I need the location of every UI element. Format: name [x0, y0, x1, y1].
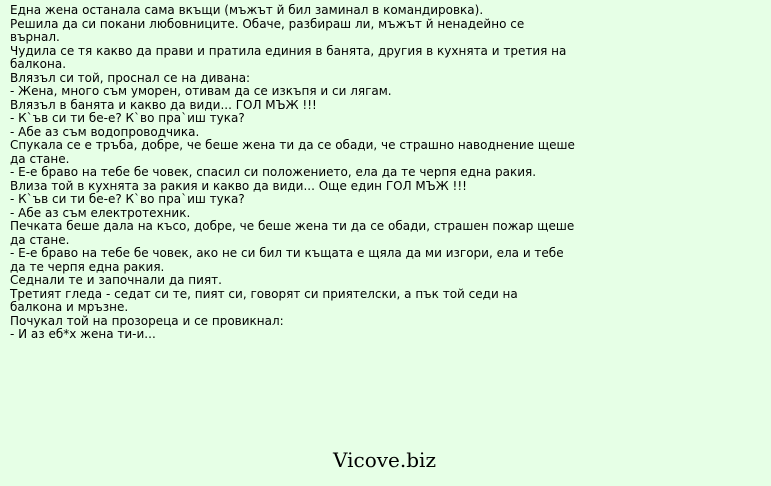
text-line: Решила да си покани любовниците. Обаче, разбираш ли, мъжът й ненадейно се — [10, 16, 525, 31]
text-line: - Е-е браво на тебе бе човек, спасил си положението, ела да те черпя една ракия. — [10, 165, 537, 179]
text-line: Влязъл си той, проснал се на дивана: — [10, 70, 251, 85]
text-line: - Е-е браво на тебе бе човек, ако не си бил ти къщата е щяла да ми изгори, ела и тебе — [10, 246, 564, 260]
text-line: - Абе аз съм водопроводчика. — [10, 124, 200, 139]
text-line: Печката беше дала на късо, добре, че беше жена ти да се обади, страшен пожар щеше — [10, 219, 575, 233]
text-line: Третият гледа - седат си те, пият си, говорят си приятелски, а пък той седи на — [10, 286, 518, 301]
site-footer — [0, 448, 771, 472]
text-line: - Абе аз съм електротехник. — [10, 205, 191, 220]
text-line: да стане. — [10, 232, 70, 247]
text-line: да стане. — [10, 151, 70, 166]
text-line: да те черпя една ракия. — [10, 259, 165, 274]
text-line: Една жена останала сама вкъщи (мъжът й бил заминал в командировка). — [10, 3, 484, 17]
text-line: - К`ъв си ти бе-е? К`во пра`иш тука? — [10, 192, 245, 206]
text-line: балкона и мръзне. — [10, 300, 129, 314]
site-name: Vicove.biz — [333, 448, 436, 472]
text-line: Седнали те и започнали да пият. — [10, 273, 222, 287]
text-line: - К`ъв си ти бе-е? К`во пра`иш тука? — [10, 111, 245, 125]
text-line: - И аз еб*х жена ти-и... — [10, 327, 156, 341]
joke-text — [10, 4, 765, 342]
text-line: балкона. — [10, 57, 67, 71]
text-line: Влиза той в кухнята за ракия и какво да види... Още един ГОЛ МЪЖ !!! — [10, 178, 467, 193]
text-line: Почукал той на прозореца и се провикнал: — [10, 313, 284, 328]
text-line: - Жена, много съм уморен, отивам да се изкъпя и си лягам. — [10, 84, 392, 98]
text-line: Чудила се тя какво да прави и пратила единия в банята, другия в кухнята и третия на — [10, 43, 567, 58]
text-line: върнал. — [10, 30, 60, 44]
text-line: Спукала се е тръба, добре, че беше жена ти да се обади, че страшно наводнение щеше — [10, 138, 575, 152]
text-line: Влязъл в банята и какво да види... ГОЛ МЪЖ !!! — [10, 97, 317, 112]
